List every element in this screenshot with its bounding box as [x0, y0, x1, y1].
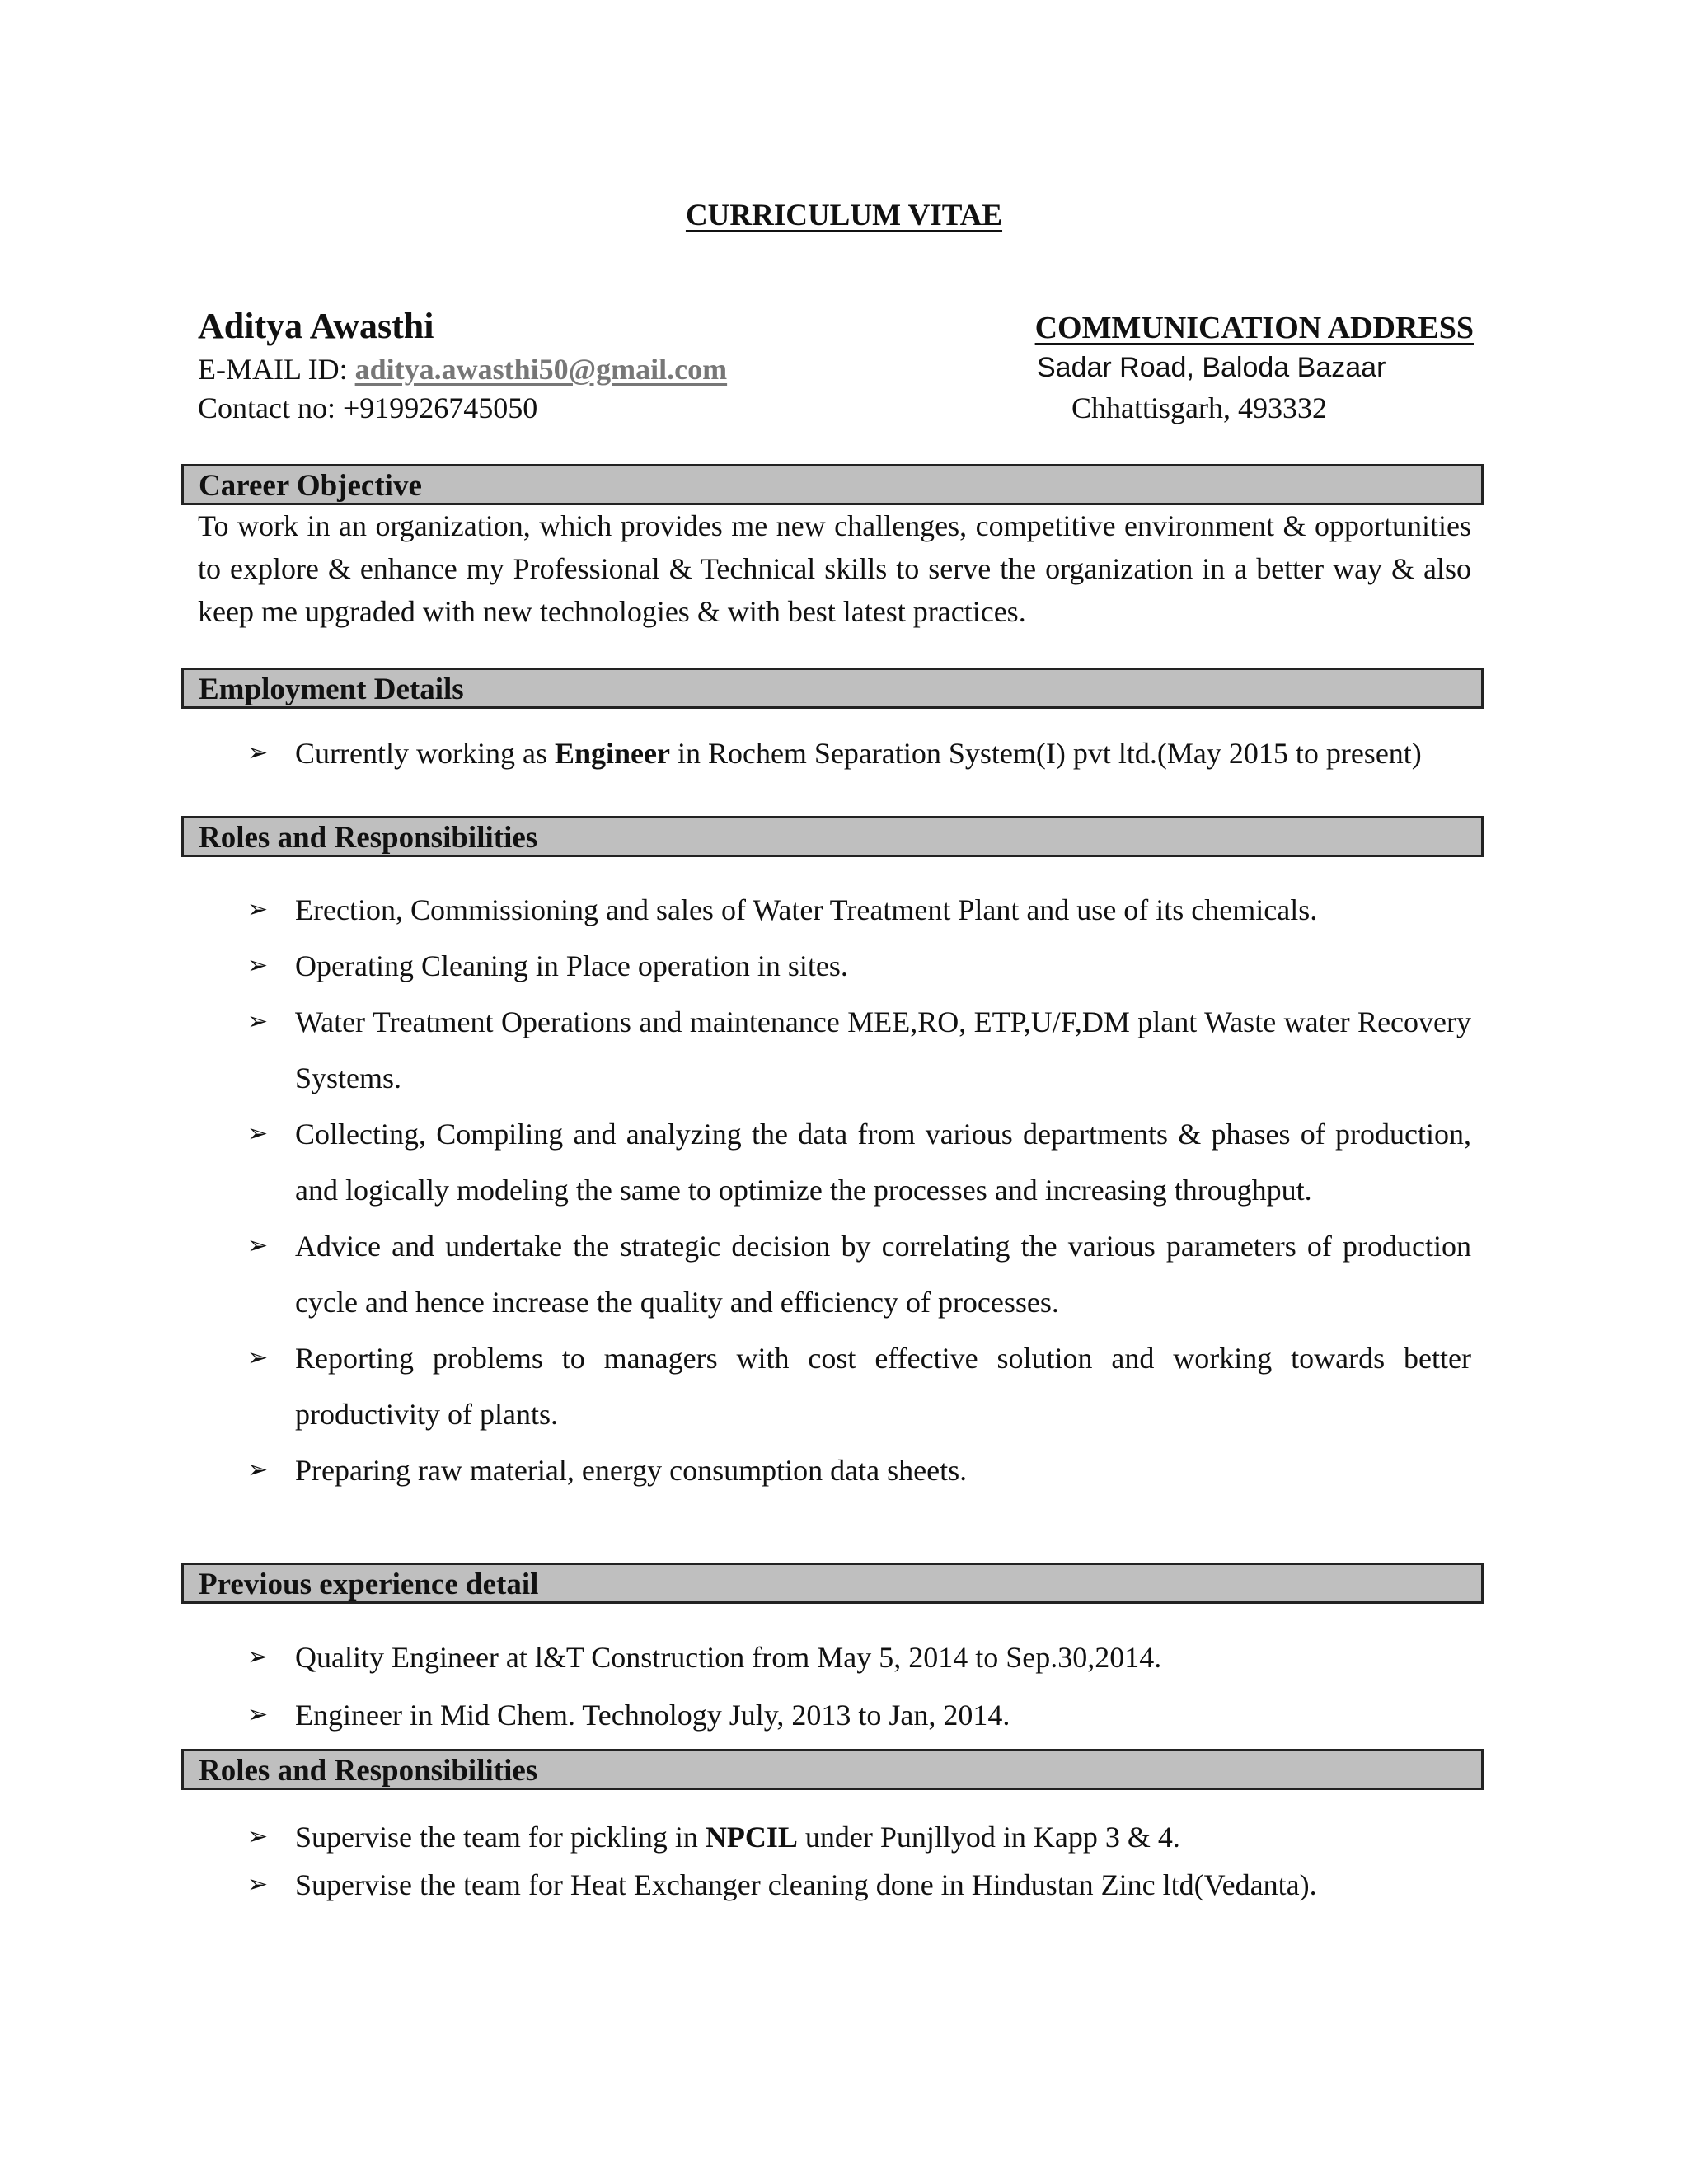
arrow-bullet-icon: ➢ [247, 1343, 269, 1372]
list-item-text: Collecting, Compiling and analyzing the data from various departments & phases of production, and logically modeling the same to optimize the processes and increasing throughput. [295, 1118, 1471, 1207]
list-item-text: Engineer in Mid Chem. Technology July, 2013 to Jan, 2014. [295, 1699, 1010, 1732]
list-item [247, 994, 1471, 1106]
list-item [247, 1442, 1471, 1498]
list-item [247, 1861, 1471, 1909]
list-item [247, 938, 1471, 994]
section-header-employment [181, 668, 1484, 709]
arrow-bullet-icon: ➢ [247, 738, 269, 767]
roles-list-previous [247, 1813, 1471, 1909]
arrow-bullet-icon: ➢ [247, 895, 269, 924]
email-label: E-MAIL ID: [198, 353, 355, 386]
email-line [198, 352, 727, 387]
organization-name: NPCIL [705, 1821, 798, 1854]
arrow-bullet-icon: ➢ [247, 1870, 269, 1899]
roles-list-current [247, 882, 1471, 1498]
list-item [247, 1686, 1471, 1744]
list-item-text: Operating Cleaning in Place operation in sites. [295, 949, 848, 982]
list-item-text: Preparing raw material, energy consumption data sheets. [295, 1454, 968, 1487]
section-title: Roles and Responsibilities [199, 821, 538, 855]
section-title: Career Objective [199, 469, 422, 503]
list-item-text: Water Treatment Operations and maintenance MEE,RO, ETP,U/F,DM plant Waste water Recovery Systems. [295, 1005, 1471, 1094]
previous-experience-list [247, 1629, 1471, 1744]
list-item-text: under Punjllyod in Kapp 3 & 4. [797, 1821, 1180, 1854]
arrow-bullet-icon: ➢ [247, 1455, 269, 1484]
list-item-text: Erection, Commissioning and sales of Water Treatment Plant and use of its chemicals. [295, 893, 1318, 926]
list-item [247, 735, 1471, 771]
arrow-bullet-icon: ➢ [247, 951, 269, 980]
arrow-bullet-icon: ➢ [247, 1700, 269, 1729]
list-item-text: Advice and undertake the strategic decision by correlating the various parameters of production cycle and hence increase the quality and efficiency of processes. [295, 1230, 1471, 1319]
document-title: CURRICULUM VITAE [685, 199, 1003, 232]
arrow-bullet-icon: ➢ [247, 1007, 269, 1036]
list-item [247, 1330, 1471, 1442]
list-item-text: Quality Engineer at l&T Construction from May 5, 2014 to Sep.30,2014. [295, 1641, 1162, 1674]
section-title: Roles and Responsibilities [199, 1754, 538, 1788]
list-item-text: Reporting problems to managers with cost effective solution and working towards better productivity of plants. [295, 1342, 1471, 1431]
section-header-career-objective [181, 464, 1484, 505]
list-item-text: Supervise the team for pickling in [295, 1821, 706, 1854]
section-title: Employment Details [199, 673, 464, 706]
list-item-text: Supervise the team for Heat Exchanger cleaning done in Hindustan Zinc ltd(Vedanta). [295, 1868, 1317, 1901]
list-item [247, 1106, 1471, 1218]
list-item [247, 1629, 1471, 1686]
arrow-bullet-icon: ➢ [247, 1822, 269, 1851]
list-item [247, 882, 1471, 938]
employment-text: Currently working as [295, 737, 555, 770]
section-header-roles-previous [181, 1749, 1484, 1790]
employment-role: Engineer [554, 737, 670, 770]
section-header-roles-current [181, 816, 1484, 857]
arrow-bullet-icon: ➢ [247, 1643, 269, 1671]
contact-number: Contact no: +919926745050 [198, 391, 538, 424]
address-line-2: Chhattisgarh, 493332 [1071, 391, 1327, 424]
arrow-bullet-icon: ➢ [247, 1119, 269, 1148]
employment-company: in Rochem Separation System(I) pvt ltd.(May 2015 to present) [669, 737, 1422, 770]
section-title: Previous experience detail [199, 1568, 539, 1601]
section-header-previous-experience [181, 1563, 1484, 1604]
candidate-name: Aditya Awasthi [198, 306, 434, 346]
email-link[interactable]: aditya.awasthi50@gmail.com [354, 353, 728, 386]
address-line-1: Sadar Road, Baloda Bazaar [1037, 352, 1386, 383]
list-item [247, 1813, 1471, 1861]
address-heading: COMMUNICATION ADDRESS [1034, 311, 1474, 345]
career-objective-text: To work in an organization, which provides me new challenges, competitive environment & opportunities to explore & enhance my Professional & Technical skills to serve the organization in a better way & also keep me upgraded with new technologies & with best latest practices. [198, 509, 1471, 628]
arrow-bullet-icon: ➢ [247, 1231, 269, 1260]
employment-list [247, 735, 1471, 771]
list-item [247, 1218, 1471, 1330]
